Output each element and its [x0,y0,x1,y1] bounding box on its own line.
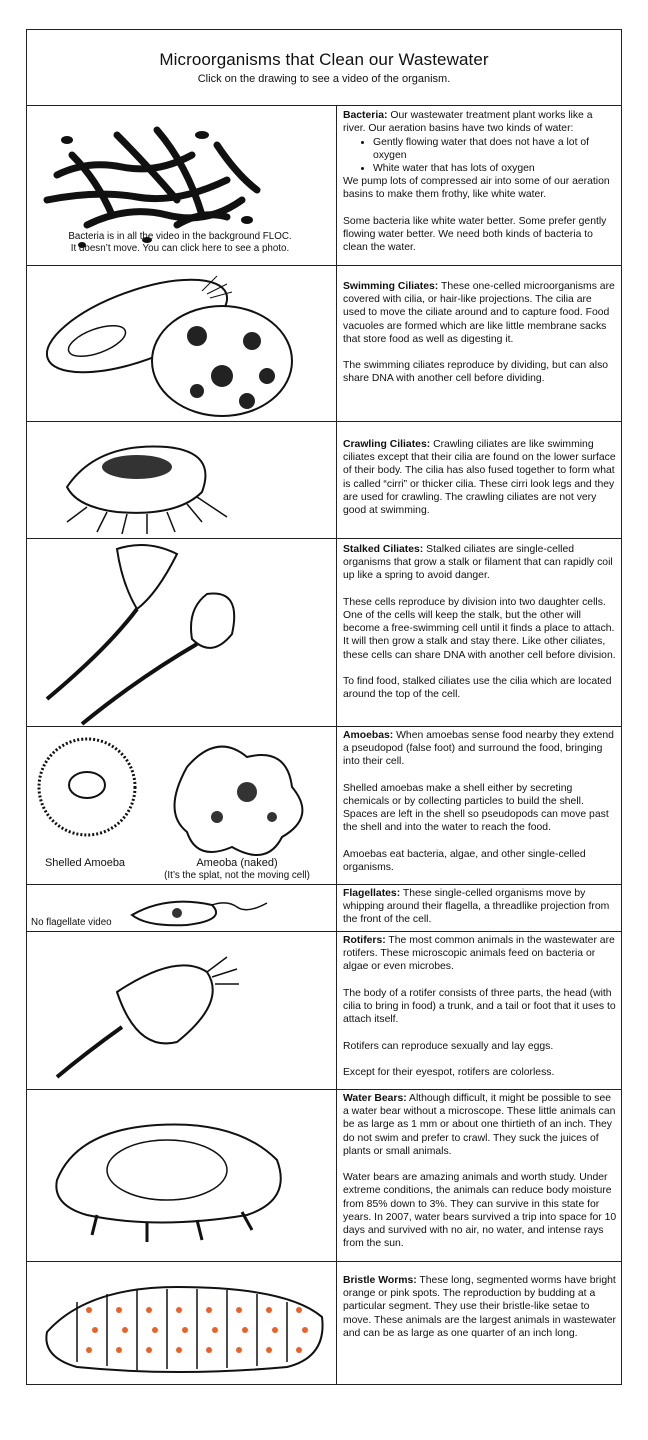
worm-spot [206,1347,212,1353]
bristle-worm-drawing [27,1262,337,1385]
stalked-ciliates-paragraph-2: These cells reproduce by division into two daughter cells. One of the cells will keep the stalk, but the other will become a free-swimming cell until it finds a place to attach. It will then grow a stalk and stay there. Like other ciliates, these cells can share DNA with another cell before division. [343,596,616,661]
worm-spot [242,1327,248,1333]
worm-spot [182,1327,188,1333]
flagellates-paragraph-1: These single-celled organisms move by whipping around their flagella, a threadlike projection from the front of the cell. [343,888,610,926]
worm-spot [266,1347,272,1353]
swimming-ciliates-paragraph-1: These one-celled microorganisms are covered with cilia, or hair-like projections. The cilia are used to move the ciliate around and to capture food. Food vacuoles are formed which are like little membrane sacks that store food as well as digesting it. [343,281,615,345]
bacteria-caption-line2: It doesn’t move. You can click here to see a photo. [70,243,290,254]
bacteria-heading: Bacteria: [343,110,388,121]
amoebas-text [343,729,617,874]
page-subtitle: Click on the drawing to see a video of the organism. [197,73,451,85]
water-bears-heading: Water Bears: [343,1093,407,1104]
crawling-ciliate-drawing [27,422,337,538]
bristle-worm-drawing-link[interactable] [27,1262,337,1385]
rotifer-drawing-link[interactable] [27,932,337,1089]
worm-spot [206,1307,212,1313]
amoebas-paragraph-1: When amoebas sense food nearby they extend a pseudopod (false foot) and surround the food, bringing into their cell. [343,730,614,768]
swimming-ciliates-paragraph-2: The swimming ciliates reproduce by dividing, but can also share DNA with another cell before dividing. [343,360,609,385]
page-header [27,30,621,106]
flagellate-label: No flagellate video [31,917,112,928]
row-rotifers [27,932,621,1090]
worm-spot [146,1347,152,1353]
worm-spot [86,1307,92,1313]
worm-spot [236,1307,242,1313]
crawling-ciliates-text [343,438,617,517]
worm-spot [296,1347,302,1353]
crawling-ciliates-paragraph-1: Crawling ciliates are like swimming ciliates except that their cilia are found on the lower surface of their body. The cilia has also fused together to form what is called “cirri” or thicker cilia. These cirri look legs and they are used for crawling. The crawling ciliates are not very good at swimming. [343,439,616,517]
naked-amoeba-label: Ameoba (naked) [196,857,278,869]
worm-spot [116,1347,122,1353]
bacteria-caption-line1: Bacteria is in all the video in the background FLOC. [68,231,292,242]
rotifers-paragraph-3: Rotifers can reproduce sexually and lay eggs. [343,1040,554,1052]
water-bear-drawing [27,1090,337,1261]
worm-spot [122,1327,128,1333]
worm-spot [272,1327,278,1333]
flagellates-text [343,887,617,927]
swimming-ciliates-text [343,280,617,386]
worm-spot [146,1307,152,1313]
bristle-worms-text [343,1274,617,1340]
water-bear-drawing-link[interactable] [27,1090,337,1261]
row-swimming-ciliates [27,266,621,422]
rotifer-drawing [27,932,337,1089]
flagellates-heading: Flagellates: [343,888,401,899]
worm-spot [212,1327,218,1333]
row-bacteria [27,105,621,266]
rotifers-heading: Rotifers: [343,935,386,946]
swimming-ciliates-heading: Swimming Ciliates: [343,281,439,292]
row-bristle-worms [27,1262,621,1385]
flagellate-drawing [27,885,337,931]
bacteria-intro: Our wastewater treatment plant works like a river. Our aeration basins have two kinds of water: [343,110,593,135]
worm-spot [176,1347,182,1353]
worm-spot [236,1347,242,1353]
stalked-ciliate-drawing-link[interactable] [27,539,337,726]
worm-spot [296,1307,302,1313]
worm-spot [176,1307,182,1313]
row-stalked-ciliates [27,539,621,727]
bacteria-caption [35,231,325,255]
stalked-ciliates-heading: Stalked Ciliates: [343,544,424,555]
shelled-amoeba-label: Shelled Amoeba [44,857,126,869]
row-flagellates [27,885,621,932]
water-bears-text [343,1092,617,1250]
amoeba-note: (It’s the splat, not the moving cell) [164,870,310,881]
bacteria-text [343,109,617,254]
worm-spot [92,1327,98,1333]
bacteria-drawing-link[interactable] [27,105,337,265]
crawling-ciliates-heading: Crawling Ciliates: [343,439,431,450]
stalked-ciliate-drawing [27,539,337,726]
row-amoebas [27,727,621,885]
bacteria-bullet-1: • Gently flowing water that does not have a lot of oxygen [373,136,617,162]
page-title: Microorganisms that Clean our Wastewater [159,50,489,69]
water-bears-paragraph-1: Although difficult, it might be possible to see a water bear without a microscope. These little animals can be as large as 1 mm or about one thirtieth of an inch. They do not swim and prefer to crawl. They suck the juices of plants or small animals. [343,1093,616,1157]
swimming-ciliate-drawing [27,266,337,421]
worm-spot [302,1327,308,1333]
water-bears-paragraph-2: Water bears are amazing animals and worth study. Under extreme conditions, the animals can reduce body moisture from 85% down to 3%. They can survive in this state for years. In 2007, water bears survived a trip into space for 10 days and survived with no air, no water, and intense rays from the sun. [343,1172,617,1250]
worm-spot [152,1327,158,1333]
rotifers-paragraph-1: The most common animals in the wastewater are rotifers. These microscopic animals feed on bacteria or algae or even microbes. [343,935,615,973]
bacteria-paragraph-3: Some bacteria like white water better. Some prefer gently flowing water better. We need both kinds of bacteria to clean the water. [343,215,607,254]
bacteria-paragraph-2: We pump lots of compressed air into some of our aeration basins to make them frothy, like white water. [343,176,610,201]
rotifers-text [343,934,617,1079]
worm-spot [86,1347,92,1353]
row-crawling-ciliates [27,422,621,539]
crawling-ciliate-drawing-link[interactable] [27,422,337,538]
amoebas-paragraph-3: Amoebas eat bacteria, algae, and other single-celled organisms. [343,848,586,873]
rotifers-paragraph-4: Except for their eyespot, rotifers are colorless. [343,1066,555,1078]
row-water-bears [27,1090,621,1262]
amoebas-heading: Amoebas: [343,730,394,741]
stalked-ciliates-text [343,543,617,701]
content-frame [26,29,622,1385]
bacteria-bullet-list [343,136,617,176]
amoeba-drawing-link[interactable] [27,727,337,884]
worm-spot [116,1307,122,1313]
stalked-ciliates-paragraph-1: Stalked ciliates are single-celled organisms that grow a stalk or filament that can rapidly coil up like a spring to avoid danger. [343,544,613,582]
worm-spot [266,1307,272,1313]
rotifers-paragraph-2: The body of a rotifer consists of three parts, the head (with cilia to bring in food) a trunk, and a tail or foot that it uses to attach itself. [343,987,616,1026]
swimming-ciliate-drawing-link[interactable] [27,266,337,421]
bristle-worms-paragraph-1: These long, segmented worms have bright orange or pink spots. The reproduction by budding at a particular segment. They use their bristle-like setae to move. These animals are the largest animals in wastewater and can be as large as one quarter of an inch long. [343,1275,616,1339]
amoebas-paragraph-2: Shelled amoebas make a shell either by secreting chemicals or by collecting particles to build the shell. Spaces are left in the shell so pseudopods can move past the shell and into the water to reach the food. [343,782,609,834]
bacteria-bullet-2: • White water that has lots of oxygen [373,162,617,175]
bristle-worms-heading: Bristle Worms: [343,1275,417,1286]
stalked-ciliates-paragraph-3: To find food, stalked ciliates use the cilia which are located around the top of the cell. [343,676,612,701]
